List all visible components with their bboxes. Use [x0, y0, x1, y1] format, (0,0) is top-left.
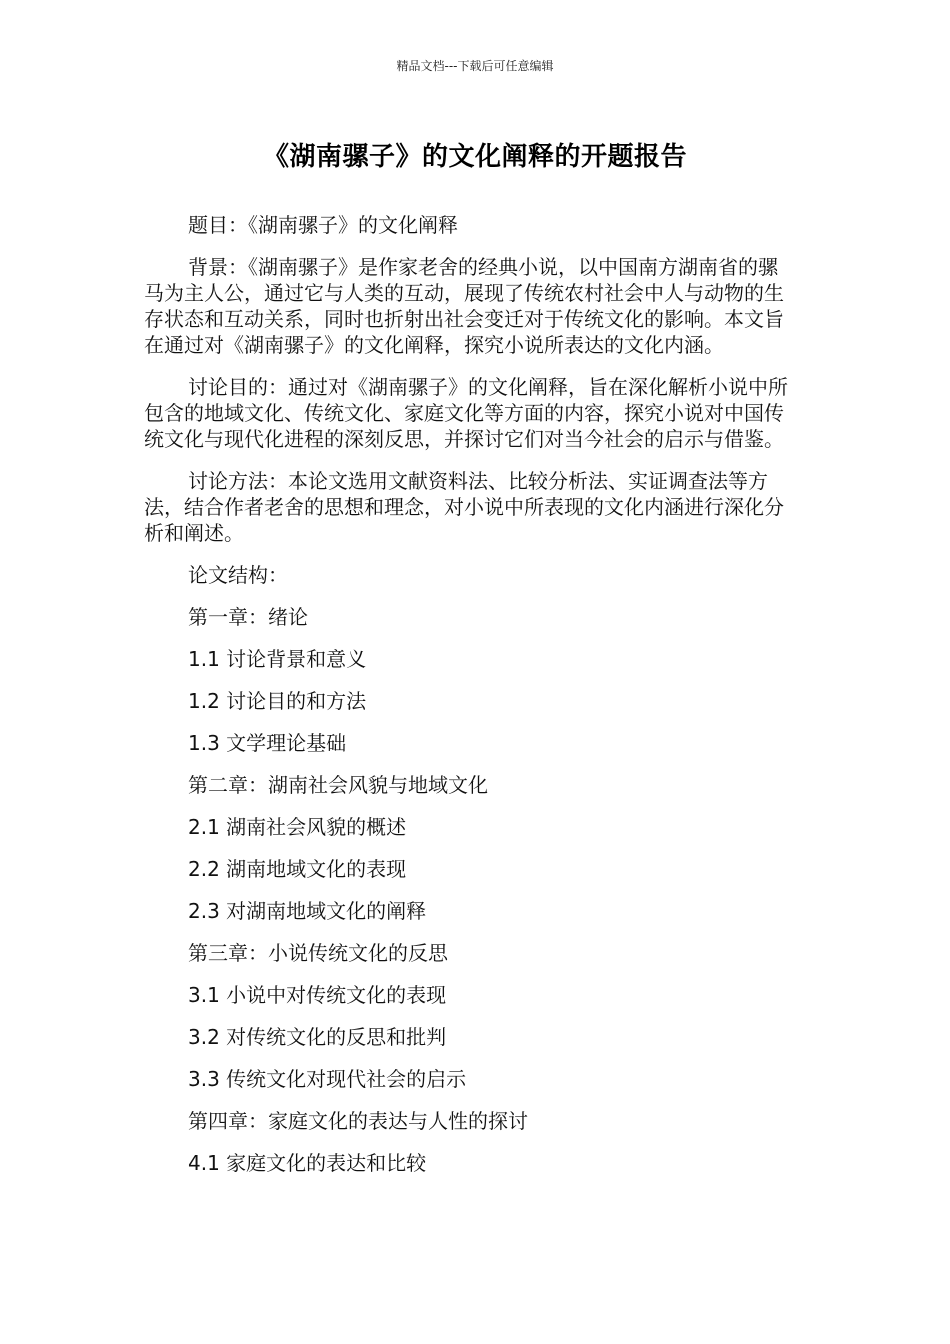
header-note: 精品文档---下载后可任意编辑 [396, 59, 554, 73]
purpose-paragraph: 讨论目的：通过对《湖南骡子》的文化阐释，旨在深化解析小说中所包含的地域文化、传统文化、家庭文化等方面的内容，探究小说对中国传统文化与现代化进程的深刻反思，并探讨它们对当今社会的启示与借鉴。 [144, 375, 788, 451]
outline-item: 3.2 对传统文化的反思和批判 [188, 1025, 447, 1049]
outline-item: 第一章：绪论 [188, 605, 308, 629]
outline-item: 2.3 对湖南地域文化的阐释 [188, 899, 427, 923]
method-paragraph: 讨论方法：本论文选用文献资料法、比较分析法、实证调查法等方法，结合作者老舍的思想和理念，对小说中所表现的文化内涵进行深化分析和阐述。 [144, 469, 784, 545]
outline-item: 2.2 湖南地域文化的表现 [188, 857, 407, 881]
structure-label: 论文结构： [188, 563, 288, 587]
outline-item: 3.1 小说中对传统文化的表现 [188, 983, 447, 1007]
outline-item: 第三章：小说传统文化的反思 [188, 941, 448, 965]
outline-item: 第二章：湖南社会风貌与地域文化 [188, 773, 488, 797]
outline-item: 3.3 传统文化对现代社会的启示 [188, 1067, 467, 1091]
outline-item: 1.2 讨论目的和方法 [188, 689, 367, 713]
background-paragraph: 背景：《湖南骡子》是作家老舍的经典小说，以中国南方湖南省的骡马为主人公，通过它与人类的互动，展现了传统农村社会中人与动物的生存状态和互动关系，同时也折射出社会变迁对于传统文化的影响。本文旨在通过对《湖南骡子》的文化阐释，探究小说所表达的文化内涵。 [144, 255, 784, 357]
topic-paragraph: 题目：《湖南骡子》的文化阐释 [188, 213, 458, 237]
outline-item: 2.1 湖南社会风貌的概述 [188, 815, 407, 839]
outline-item: 第四章：家庭文化的表达与人性的探讨 [188, 1109, 528, 1133]
outline-item: 1.1 讨论背景和意义 [188, 647, 367, 671]
outline-item: 4.1 家庭文化的表达和比较 [188, 1151, 427, 1175]
document-title: 《湖南骡子》的文化阐释的开题报告 [262, 142, 687, 172]
document-body [144, 212, 796, 1192]
outline-item: 1.3 文学理论基础 [188, 731, 347, 755]
